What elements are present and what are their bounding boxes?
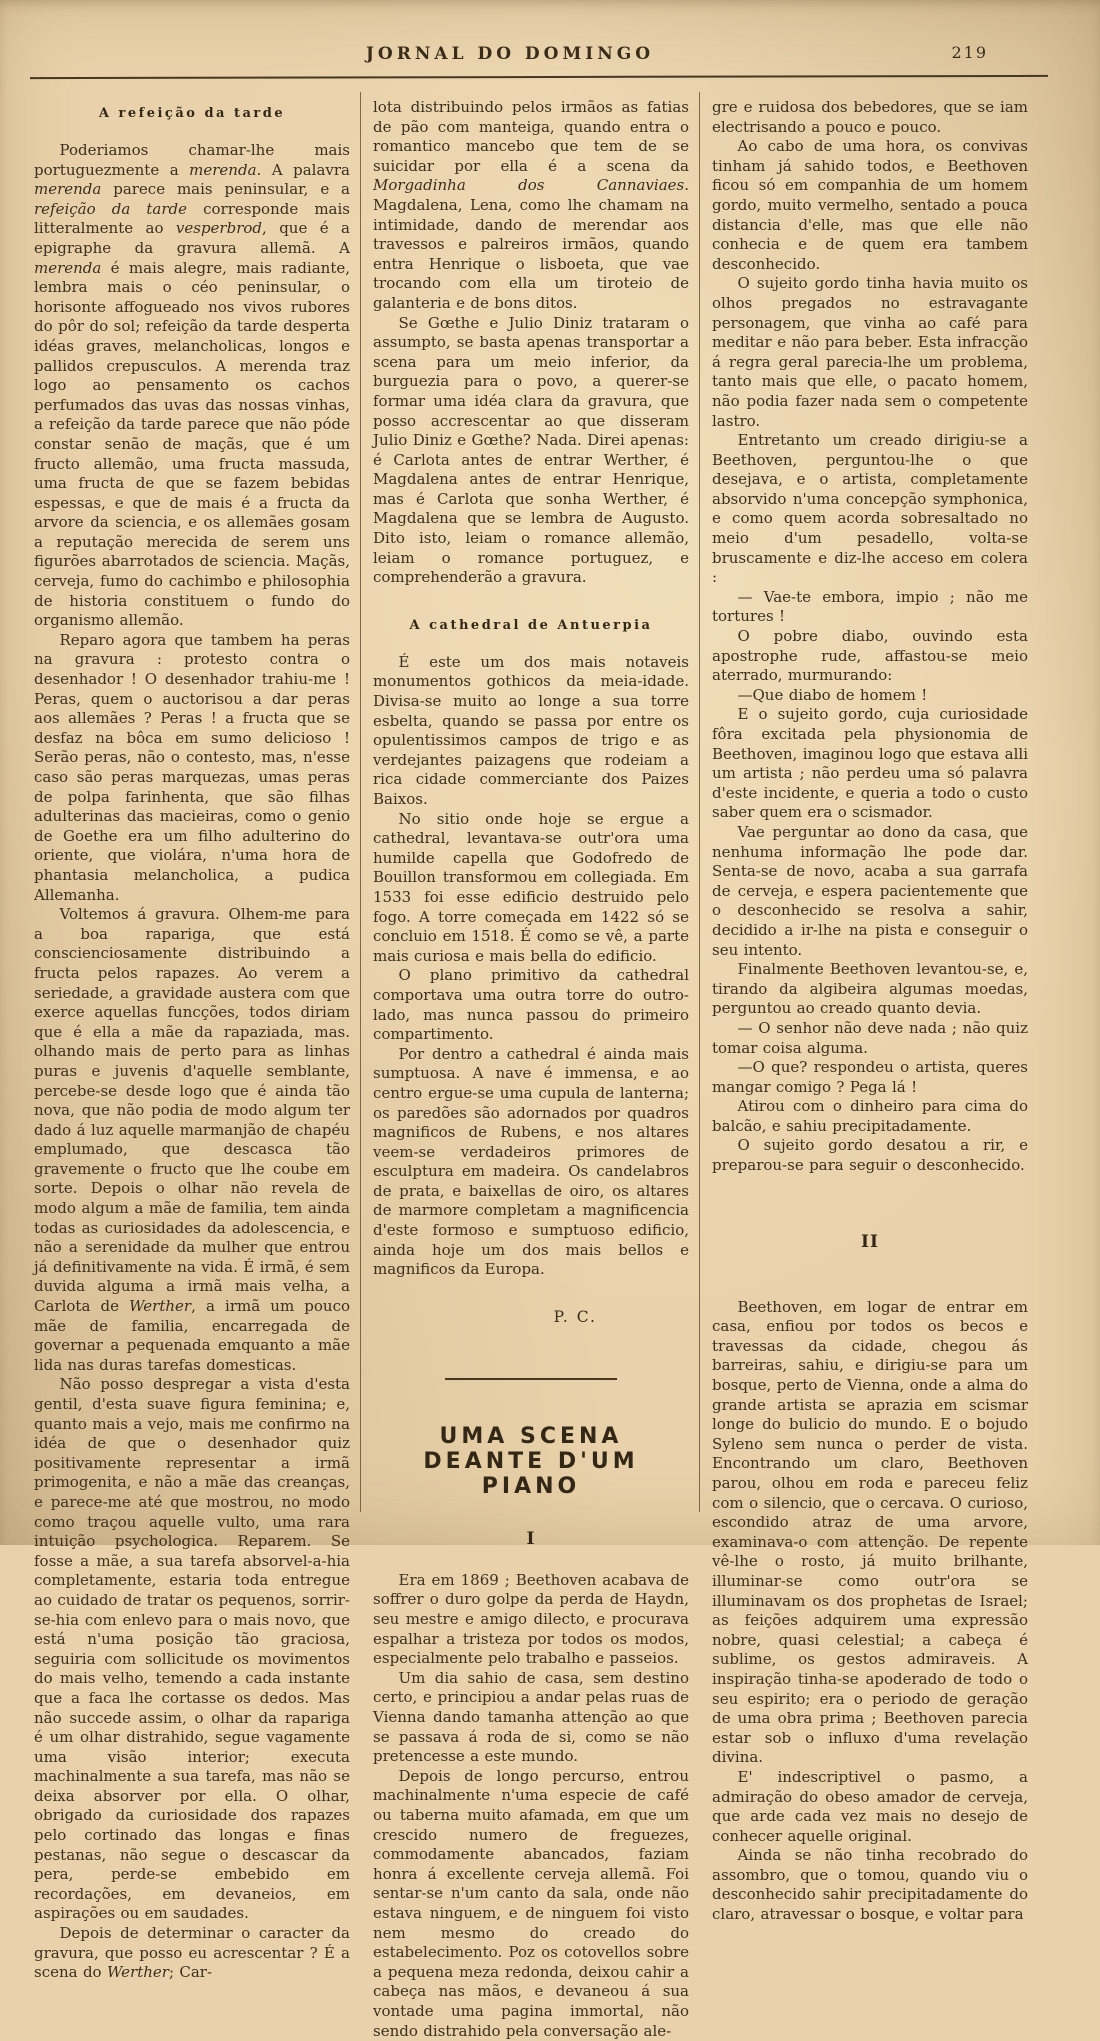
paragraph: É este um dos mais notaveis monumentos gothicos da meia-idade. Divisa-se muito ao longe a sua torre esbelta, quando se passa por entre os opulentissimos campos de trigo e as verdejantes paizagens que rodeiam a rica cidade commerciante dos Paizes Baixos.: [373, 652, 689, 808]
paragraph: Vae perguntar ao dono da casa, que nenhuma informação lhe pode dar. Senta-se de novo, acaba a sua garrafa de cerveja, e espera pacientemente que o desconhecido se resolva a sahir, decidido a ir-lhe na pista e conseguir o seu intento.: [712, 822, 1028, 959]
paragraph: Atirou com o dinheiro para cima do balcão, e sahiu precipitadamente.: [712, 1097, 1028, 1135]
paragraph: Voltemos á gravura. Olhem-me para a boa rapariga, que está conscienciosamente distribuindo a fructa pelos rapazes. Ao verem a seriedade, a gravidade austera com que exerce aquellas funcções, todos diriam que é ella a mãe da rapaziada, mas. olhando mais de perto para as linhas puras e juvenis d'aquelle semblante, percebe-se desde logo que é ainda tão nova, que não podia de modo algum ter dado á luz aquelle marmanjão de chapéu emplumado, que descasca tão gravemente o fructo que lhe coube em sorte. Depois o olhar não revela de modo algum a mãe de familia, tem ainda todas as curiosidades da adolescencia, e não a serenidade da mulher que entrou já definitivamente na vida. É irmã, é sem duvida alguma a irmã mais velha, a Carlota de Werther, a irmã um pouco mãe de familia, encarregada de governar a pequenada emquanto a mãe lida nas duras tarefas domesticas.: [34, 905, 350, 1374]
paragraph-continuation: gre e ruidosa dos bebedores, que se iam electrisando a pouco e pouco.: [712, 98, 1028, 136]
article-title: UMA SCENA DEANTE D'UM PIANO: [423, 1423, 639, 1499]
page-number: 219: [951, 43, 988, 62]
column-2: [360, 92, 689, 2040]
article-heading: A cathedral de Antuerpia: [409, 617, 653, 633]
masthead-title: JORNAL DO DOMINGO: [365, 44, 655, 64]
paragraph: O sujeito gordo tinha havia muito os olhos pregados no estravagante personagem, que vinha ao café para meditar e não para beber. Esta infracção á regra geral parecia-lhe um problema, tanto mais que elle, o pacato homem, não podia fazer nada sem o competente lastro.: [712, 274, 1028, 430]
section-numeral: I: [526, 1528, 536, 1549]
paragraph: — Vae-te embora, impio ; não me tortures !: [712, 587, 1028, 626]
paragraph: Reparo agora que tambem ha peras na gravura : protesto contra o desenhador ! O desenhador trahiu-me ! Peras, quem o auctorisou a dar peras aos allemães ? Peras ! a fructa que se desfaz na bôca em sumo delicioso ! Serão peras, não o contesto, mas, n'esse caso são peras marquezas, umas peras de polpa farinhenta, que são filhas adulterinas das macieiras, como o genio de Goethe era um filho adulterino do oriente, que violára, n'uma hora de phantasia melancholica, a pudica Allemanha.: [34, 630, 350, 904]
article-divider-rule: [445, 1378, 617, 1380]
paragraph: O plano primitivo da cathedral comportava uma outra torre do outro-lado, mas nunca passou do primeiro compartimento.: [373, 966, 689, 1044]
paragraph: Finalmente Beethoven levantou-se, e, tirando da algibeira algumas moedas, perguntou ao creado quanto devia.: [712, 960, 1028, 1018]
page-header: [0, 0, 1100, 78]
paragraph: Se Gœthe e Julio Diniz trataram o assumpto, se basta apenas transportar a scena para um meio inferior, da burguezia para o povo, a querer-se formar uma idéa clara da gravura, que posso accrescentar ao que disseram Julio Diniz e Gœthe? Nada. Direi apenas: é Carlota antes de entrar Werther, é Magdalena antes de entrar Henrique, mas é Carlota que sonha Werther, é Magdalena que se lembra de Augusto. Dito isto, leiam o romance allemão, leiam o romance portuguez, e comprehenderão a gravura.: [373, 313, 689, 587]
paragraph: —O que? respondeu o artista, queres mangar comigo ? Pega lá !: [712, 1058, 1028, 1096]
paragraph: O sujeito gordo desatou a rir, e preparou-se para seguir o desconhecido.: [712, 1136, 1028, 1175]
author-signature: P. C.: [553, 1307, 597, 1326]
paragraph-continuation: lota distribuindo pelos irmãos as fatias de pão com manteiga, quando entra o romantico mancebo que tem de se suicidar por ella é a scena da Morgadinha dos Cannaviaes. Magdalena, Lena, como lhe chamam na intimidade, dando de merendar aos travessos e palreiros irmãos, quando entra Henrique o lisboeta, que vae trocando com ella um tiroteio de galanteria e de bons ditos.: [373, 98, 689, 312]
paragraph: Ao cabo de uma hora, os convivas tinham já sahido todos, e Beethoven ficou só em companhia de um homem gordo, muito vermelho, sentado a pouca distancia d'elle, mas que elle não conhecia e de quem era tambem desconhecido.: [712, 137, 1028, 273]
paragraph: — O senhor não deve nada ; não quiz tomar coisa alguma.: [712, 1018, 1028, 1057]
paragraph: Por dentro a cathedral é ainda mais sumptuosa. A nave é immensa, e ao centro ergue-se uma cupula de lanterna; os paredões são adornados por quadros magnificos de Rubens, e nos altares veem-se verdadeiros primores de esculptura em madeira. Os candelabros de prata, e baixellas de oiro, os altares de marmore completam a magnificencia d'este formoso e sumptuoso edificio, ainda hoje um dos mais bellos e magnificos da Europa.: [373, 1044, 689, 1279]
paragraph: E' indescriptivel o pasmo, a admiração do obeso amador de cerveja, que arde cada vez mais no desejo de conhecer aquelle original.: [712, 1767, 1028, 1845]
article-heading: A refeição da tarde: [98, 106, 286, 121]
paragraph: Depois de longo percurso, entrou machinalmente n'uma especie de café ou taberna muito afamada, em que um crescido numero de freguezes, commodamente abancados, faziam honra á excellente cerveja allemã. Foi sentar-se n'um canto da sala, onde não estava ninguem, e de ninguem foi visto nem mesmo do creado do estabelecimento. Poz os cotovellos sobre a pequena meza redonda, deixou cahir a cabeça nas mãos, e devaneou á sua vontade uma pagina immortal, não sendo distrahido pela conversação ale-: [373, 1766, 689, 2040]
paragraph: —Que diabo de homem !: [737, 685, 928, 704]
paragraph: Depois de determinar o caracter da gravura, que posso eu acrescentar ? É a scena do Werther; Car-: [34, 1924, 350, 1982]
paragraph: Poderiamos chamar-lhe mais portuguezmente a merenda. A palavra merenda parece mais peninsular, e a refeição da tarde corresponde mais litteralmente ao vesperbrod, que é a epigraphe da gravura allemã. A merenda é mais alegre, mais radiante, lembra mais o céo peninsular, o horisonte affogueado nos vivos rubores do pôr do sol; refeição da tarde desperta idéas graves, melancholicas, longos e pallidos crepusculos. A merenda traz logo ao pensamento os cachos perfumados das uvas das nossas vinhas, a refeição da tarde parece que não póde constar senão de maçãs, que é um fructo allemão, uma fructa massuda, uma fructa de que se fazem bebidas espessas, e que de mais é a fructa da arvore da sciencia, e os allemães gosam a reputação merecida de serem uns figurões abarrotados de sciencia. Maçãs, cerveja, fumo do cachimbo e philosophia de historia constituem o fundo do organismo allemão.: [34, 141, 350, 630]
paragraph: E o sujeito gordo, cuja curiosidade fôra excitada pela physionomia de Beethoven, imaginou logo que estava alli um artista ; não perdeu uma só palavra d'este incidente, e queria a todo o custo saber quem era o scismador.: [712, 705, 1028, 822]
section-numeral: II: [861, 1231, 879, 1252]
paragraph: Um dia sahio de casa, sem destino certo, e principiou a andar pelas ruas de Vienna dando tamanha attenção ao que se passava á roda de si, como se não pretencesse a este mundo.: [373, 1668, 689, 1766]
paragraph: O pobre diabo, ouvindo esta apostrophe rude, affastou-se meio aterrado, murmurando:: [712, 627, 1028, 685]
paragraph: Ainda se não tinha recobrado do assombro, que o tomou, quando viu o desconhecido sahir precipitadamente do claro, atravessar o bosque, e voltar para: [712, 1846, 1028, 1924]
column-1: [34, 92, 350, 1982]
header-rule: [30, 75, 1048, 79]
paragraph: Era em 1869 ; Beethoven acabava de soffrer o duro golpe da perda de Haydn, seu mestre e amigo dilecto, e procurava espalhar a tristeza por todos os modos, especialmente pelo trabalho e passeios.: [373, 1570, 689, 1668]
paragraph: Não posso despregar a vista d'esta gentil, d'esta suave figura feminina; e, quanto mais a vejo, mais me confirmo na idéa de que o desenhador quiz positivamente representar a irmã primogenita, e não a mãe das creanças, e parece-me até que mostrou, no modo como traçou aquelle vulto, uma rara intuição psychologica. Reparem. Se fosse a mãe, a sua tarefa absorvel-a-hia completamente, estaria toda entregue ao cuidado de tratar os pequenos, sorrir-se-hia com enlevo para o mais novo, que está n'uma posição tão graciosa, seguiria com sollicitude os movimentos do mais velho, temendo a cada instante que a faca lhe cortasse os dedos. Mas não succede assim, o olhar da rapariga é um olhar distrahido, segue vagamente uma visão interior; executa machinalmente a sua tarefa, mas não se deixa absorver por ella. O olhar, obrigado da curiosidade dos rapazes pelo cortinado das longas e finas pestanas, não segue o descascar da pera, perde-se embebido em recordações, em devaneios, em aspirações ou em saudades.: [34, 1375, 350, 1923]
paragraph: Beethoven, em logar de entrar em casa, enfiou por todos os becos e travessas da cidade, chegou ás barreiras, sahiu, e dirigiu-se para um bosque, perto de Vienna, onde a alma do grande artista se aprazia em scismar longe do bulicio do mundo. E o bojudo Syleno sem nunca o perder de vista. Encontrando um claro, Beethoven parou, olhou em roda e pareceu feliz com o silencio, que o cercava. O curioso, escondido atraz de uma arvore, examinava-o com attenção. De repente vê-lhe o rosto, já muito brilhante, illuminar-se como outr'ora se illuminavam os dos prophetas de Israel; as feições adquirem uma expressão nobre, quasi celestial; a cabeça é sublime, os gestos admiraveis. A inspiração tinha-se apoderado de todo o seu espirito; era o periodo de geração de uma obra prima ; Beethoven parecia estar sob o influxo d'uma revelação divina.: [712, 1297, 1028, 1767]
paragraph: No sitio onde hoje se ergue a cathedral, levantava-se outr'ora uma humilde capella que Godofredo de Bouillon transformou em collegiada. Em 1533 foi esse edificio destruido pelo fogo. A torre começada em 1422 só se concluio em 1518. É como se vê, a parte mais curiosa e mais bella do edificio.: [373, 809, 689, 965]
column-3: [699, 92, 1028, 1924]
paragraph: Entretanto um creado dirigiu-se a Beethoven, perguntou-lhe o que desejava, e o artista, completamente absorvido n'uma concepção symphonica, e como quem acorda sobresaltado no meio d'um pesadello, volta-se bruscamente e diz-lhe acceso em colera :: [712, 431, 1028, 587]
columns-container: [34, 92, 1100, 2040]
